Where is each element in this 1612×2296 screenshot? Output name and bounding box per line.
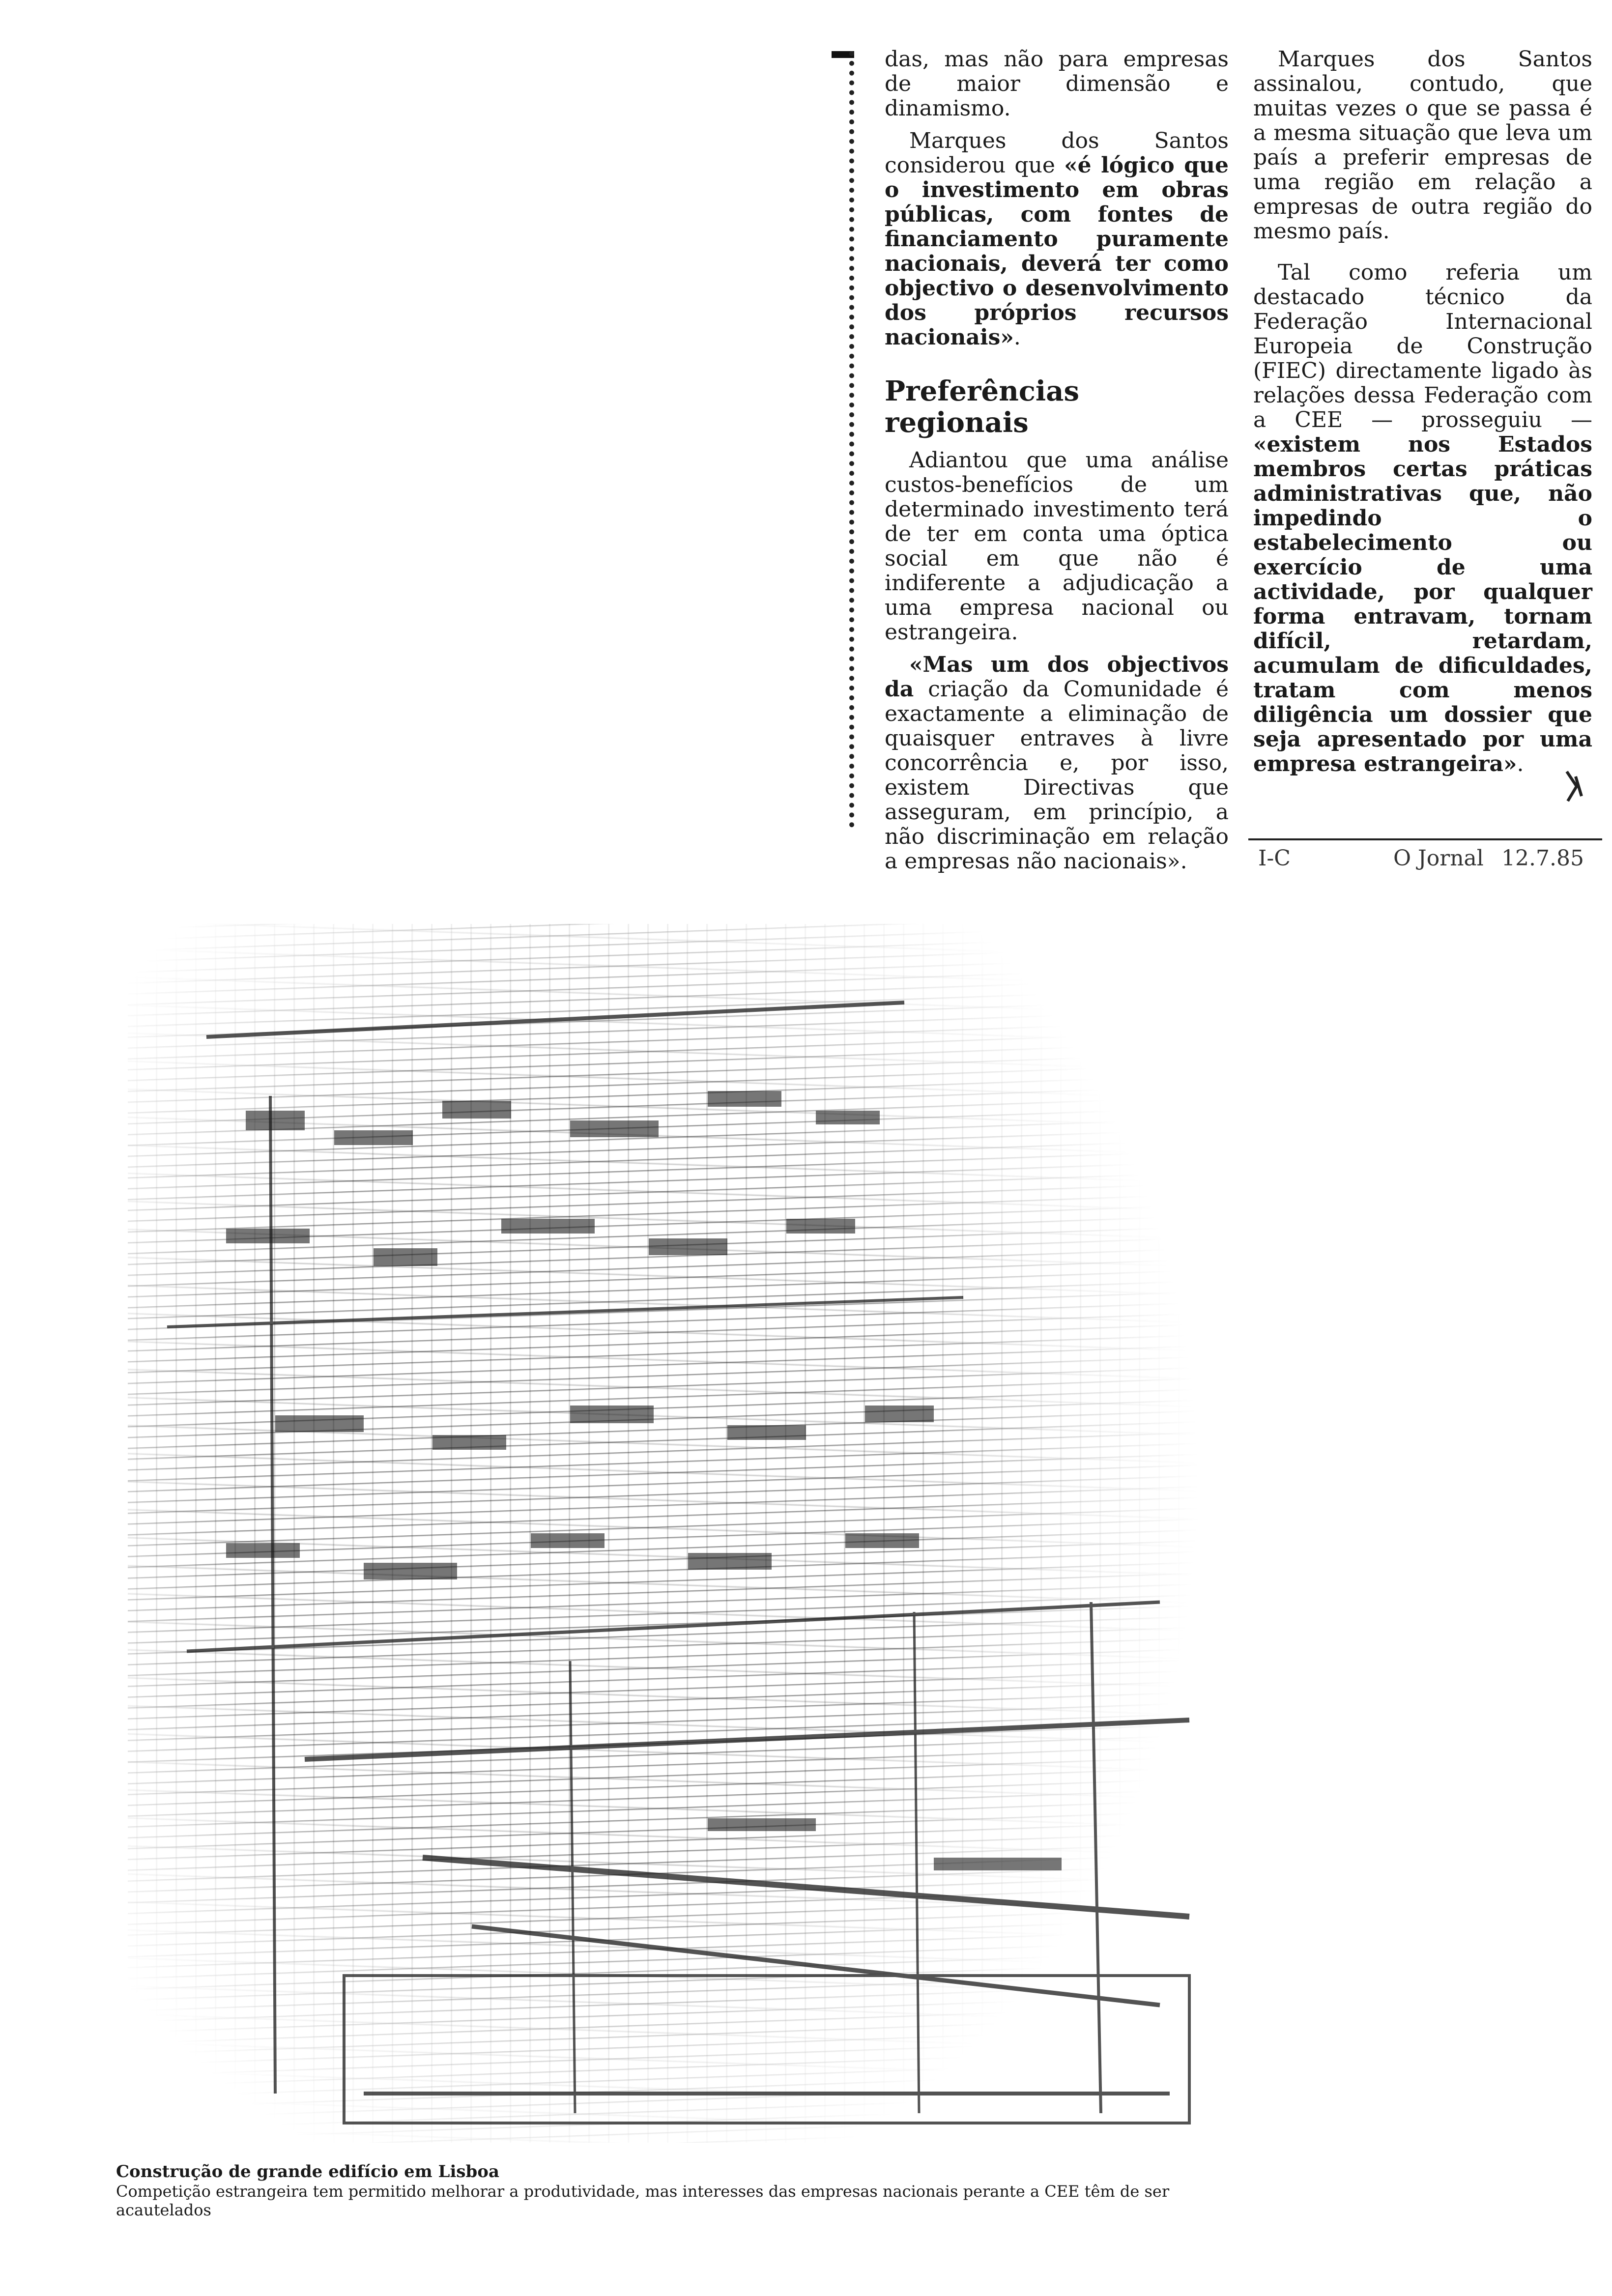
source-date: 12.7.85 (1501, 846, 1584, 871)
end-mark-icon (1562, 767, 1586, 806)
paragraph: Adiantou que uma análise custos-benefícios de um determinado investimento terá de ter em conta uma óptica social em que não é indiferente a adjudicação a uma empresa nacional ou estrangeira. (885, 448, 1229, 645)
source-name: O Jornal (1393, 846, 1484, 871)
text-span: . (1517, 751, 1524, 776)
footer-rule (1248, 838, 1602, 840)
text-span: . (1013, 325, 1021, 350)
paragraph (1253, 260, 1592, 776)
bracket-line (849, 51, 854, 828)
building-photo-detail (128, 924, 1199, 2143)
quote-bold: «é lógico que o investimento em obras públicas, com fontes de financiamento puramente nacionais, deverá ter como objectivo o desenvolvimento dos próprios recursos nacionais» (885, 153, 1229, 350)
quote-bold: «existem nos Estados membros certas práticas administrativas que, não impedindo o estabelecimento ou exercício de uma actividade, por qualquer forma entravam, tornam difícil, retardam, acumulam de dificuldades, tratam com menos diligência um dossier que seja apresentado por uma empresa estrangeira» (1253, 432, 1592, 776)
caption-title: Construção de grande edifício em Lisboa (116, 2162, 499, 2181)
text-span: Marques dos Santos considerou que (885, 128, 1229, 178)
caption-text: Competição estrangeira tem permitido melhorar a produtividade, mas interesses das empresas nacionais perante a CEE têm de ser acautelados (116, 2182, 1170, 2219)
page-reference: I-C (1258, 846, 1291, 871)
photo-caption (116, 2161, 1207, 2219)
article-column-left (885, 47, 1229, 882)
subheading: Preferências regionais (885, 375, 1079, 439)
paragraph (885, 129, 1229, 350)
quote-bold: «Mas um dos objectivos da (885, 652, 1229, 702)
text-span: Tal como referia um destacado técnico da Federação Internacional Europeia de Construção (FIEC) directamente ligado às relações dessa Federação com a CEE — prosseguiu — (1253, 260, 1592, 432)
paragraph: das, mas não para empresas de maior dimensão e dinamismo. (885, 47, 1229, 121)
article-column-right (1253, 47, 1592, 793)
paragraph: Marques dos Santos assinalou, contudo, que muitas vezes o que se passa é a mesma situação que leva um país a preferir empresas de uma região em relação a empresas de outra região do mesmo país. (1253, 47, 1592, 244)
paragraph (885, 653, 1229, 874)
text-span: criação da Comunidade é exactamente a eliminação de quaisquer entraves à livre concorrência e, por isso, existem Directivas que asseguram, em princípio, a não discriminação em relação a empresas não nacionais». (885, 677, 1229, 874)
